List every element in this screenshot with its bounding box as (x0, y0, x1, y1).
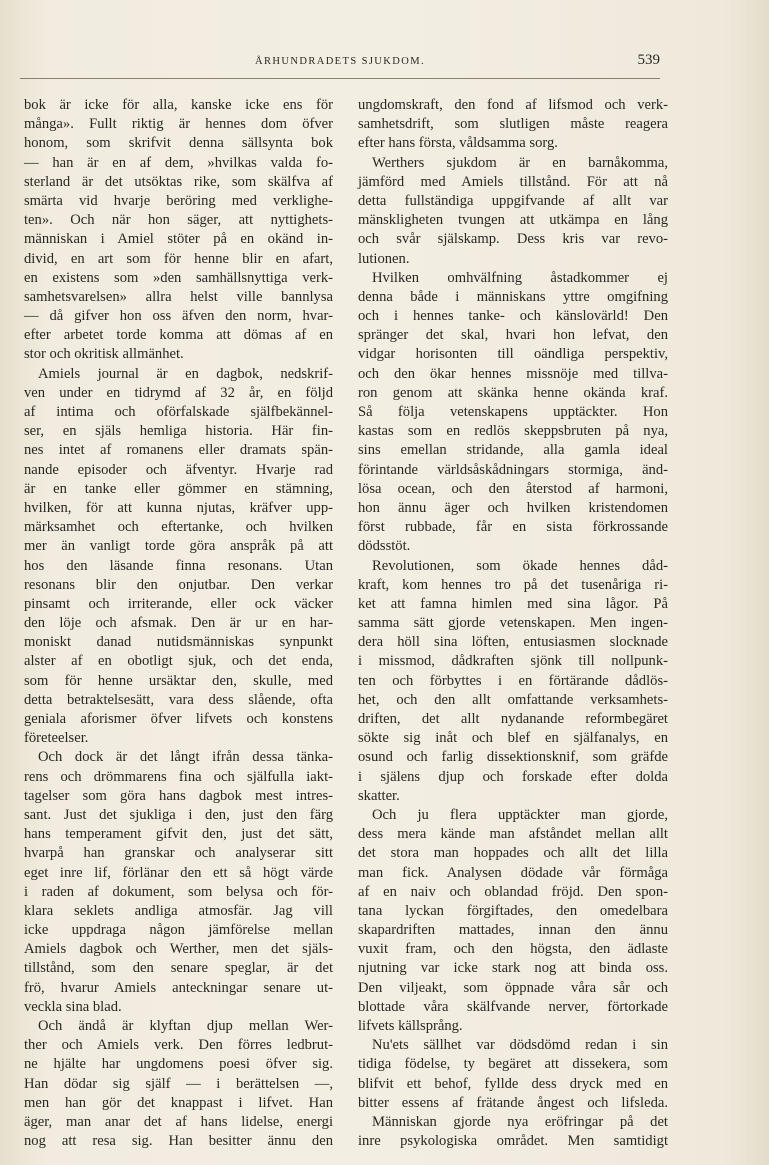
right-column-line: samhetsdrift, som slutligen måste reagera (358, 116, 668, 133)
left-column-line: Och ändå är klyftan djup mellan Wer- (38, 1018, 333, 1034)
left-column-line: smärta vid hvarje beröring med verklighe- (24, 192, 333, 209)
left-column-line: många». Fullt riktig är hennes dom öfver (24, 116, 333, 133)
left-column-line: — han är en af dem, »hvilkas valda fo- (24, 154, 333, 171)
right-column-line: mänskligheten tvungen att utkämpa en lång (358, 212, 668, 229)
left-column-line: ther och Amiels verk. Den förres ledbrut- (24, 1037, 333, 1054)
left-column-line: hvarpå han granskar och analyserar sitt (24, 845, 333, 862)
left-column-line: veckla sina blad. (24, 998, 122, 1015)
right-column-line: lifvets källsprång. (358, 1018, 463, 1034)
left-column-line: efter arbetet torde komma att dömas af en (24, 327, 333, 344)
left-column-line: divid, en art som för henne blir en afart, (24, 250, 333, 267)
right-column-line: Werthers sjukdom är en barnåkomma, (372, 154, 668, 171)
left-column-line: tillstånd, som den senare speglar, är det (24, 960, 333, 977)
right-column-line: ungdomskraft, den fond af lifsmod och verk- (358, 97, 668, 113)
right-column-line: Hvilken omhvälfning åstadkommer ej (372, 269, 668, 286)
left-column-line: en existens som »den samhällsnyttiga verk- (24, 269, 333, 286)
left-column-line: bok är icke för alla, kanske icke ens för (24, 97, 333, 113)
right-column-line: Den viljeakt, som öppnade våra sår och (358, 979, 668, 996)
right-column-line: ron genom att skänka henne okända kraf. (358, 384, 668, 401)
left-column-line: samhetsvarelsen» allra helst ville bannlysa (24, 288, 333, 305)
right-column-line: dera höll sina löften, entusiasmen slocknade (358, 634, 668, 651)
right-column-line: Nu'ets sällhet var dödsdömd redan i sin (372, 1037, 668, 1054)
left-column-line: ten». Och när hon säger, att nyttighets- (24, 212, 333, 229)
right-column-line: Människan gjorde nya eröfringar på det (372, 1113, 668, 1130)
right-column-line: kraft, kom hennes tro på det tusenåriga ri- (358, 576, 668, 593)
right-column-line: och den ökar hennes missnöje med tillva- (358, 365, 668, 382)
left-column-line: Amiels dagbok och Werther, men det själs- (24, 941, 333, 958)
right-column-line: vidgar horisonten till oändliga perspektiv, (358, 346, 668, 363)
left-column-line: honom, som skrifvit denna sällsynta bok (24, 135, 333, 152)
right-column-line: skapardriften mattades, innan den ännu (358, 922, 668, 939)
left-column-line: sant. Just det sjukliga i den, just den färg (24, 806, 333, 823)
left-column-line: alster af en obotligt sjuk, och det enda, (24, 653, 333, 670)
left-column-line: företeelser. (24, 730, 89, 747)
left-column-line: geniala aforismer öfver lifvets och konstens (24, 711, 333, 727)
right-column-line: Och ju flera upptäckter man gjorde, (372, 806, 668, 823)
left-column-line: i raden af dokument, som belysa och för- (24, 883, 333, 900)
right-column-line: jämförd med Amiels tillstånd. För att nå (358, 173, 668, 190)
right-column-line: sökte sig inåt och blef en själfanalys, en (358, 730, 668, 747)
left-column-line: frö, hvarur Amiels anteckningar senare ut- (24, 979, 333, 996)
right-column-line: njutning var icke stark nog att binda oss. (358, 960, 668, 977)
left-column-line: den löje och afsmak. Den är ur en har- (24, 615, 333, 632)
left-column-line: af intima och oförfalskade själfbekännel- (24, 404, 333, 420)
right-column-line: efter hans första, våldsamma sorg. (358, 135, 558, 152)
right-column-line: osund och farlig dissektionsknif, som gräfde (358, 749, 668, 766)
left-column-line: — då gifver hon oss äfven den norm, hvar- (24, 308, 333, 325)
left-column-line: ser, en själs hemliga historia. Här fin- (24, 423, 333, 440)
right-column-line: vuxit fram, och den högsta, den ädlaste (358, 941, 668, 958)
left-column-line: mer än vanligt torde göra anspråk på att (24, 538, 333, 555)
left-column-line: men han gör det knappast i lifvet. Han (24, 1094, 333, 1111)
left-column-line: som för henne ursäktar den, skulle, med (24, 672, 333, 689)
right-column-line: ket att famna himlen med sina lågor. På (358, 595, 668, 612)
left-column-line: resonans blir den onjutbar. Den verkar (24, 576, 333, 593)
left-column-line: märksamhet och eftertanke, och hvilken (24, 519, 333, 536)
right-column-line: kastas som en redlös skeppsbruten på nya, (358, 423, 668, 440)
right-column-line: blifvit ett behof, fyllde dess dryck med en (358, 1075, 668, 1092)
right-column-line: hon ännu äger och hvilken kristendomen (358, 499, 668, 516)
right-column-line: tana lyckan förgiftades, den omedelbara (358, 902, 668, 919)
right-column-line: det stora man hoppades och allt det lilla (358, 845, 668, 862)
right-column-line: sins emellan stridande, alla gamla ideal (358, 442, 668, 459)
left-column-line: Och dock är det långt ifrån dessa tänka- (38, 749, 333, 766)
left-column-line: hans temperament gifvit den, just det sätt, (24, 826, 333, 843)
right-column-line: Så följa vetenskapens upptäckter. Hon (358, 404, 668, 420)
right-column-line: af en naiv och oblandad fröjd. Den spon- (358, 883, 668, 900)
right-column-line: i själens djup och forskade efter dolda (358, 768, 668, 785)
running-title: ÅRHUNDRADETS SJUKDOM. (255, 56, 425, 67)
right-column-line: bitter essens af frätande ångest och lifsleda. (358, 1094, 668, 1111)
left-column-line: klara seklets andliga atmosfär. Jag vill (24, 902, 333, 919)
left-column-line: eget inre lif, förlänar den ett så högt värde (24, 864, 333, 881)
left-column-line: ne hjälte har ungdomens poesi öfver sig. (24, 1056, 333, 1073)
left-column-line: nande episoder och äfventyr. Hvarje rad (24, 461, 333, 478)
left-column-line: tagelser som göra hans dagbok mest intres- (24, 787, 333, 804)
page-number: 539 (637, 52, 660, 68)
right-column-line: detta fullständiga uppgifvande af allt var (358, 192, 668, 209)
right-column-line: först rubbade, får en sista förkrossande (358, 519, 668, 536)
right-column-line: lösa ocean, och den återstod af harmoni, (358, 480, 668, 497)
left-column-line: Amiels journal är en dagbok, nedskrif- (38, 365, 333, 382)
right-column-line: förintande världsåskådningars stormiga, änd- (358, 461, 668, 478)
right-column-line: i missmod, dådkraften sjönk till nollpunk- (358, 653, 668, 670)
left-column-line: icke uppdraga någon jämförelse mellan (24, 922, 333, 939)
left-text-column (24, 96, 333, 1151)
right-column-line: lutionen. (358, 250, 410, 267)
page-header (20, 52, 660, 79)
left-column-line: rens och drömmarens fina och själfulla iakt- (24, 768, 333, 785)
right-column-line: tidiga födelse, ty begäret att dissekera, som (358, 1056, 668, 1073)
left-column-line: detta betraktelsesätt, vara dess slående, ofta (24, 691, 333, 708)
right-column-line: blottade våra skälfvande nerver, förtorkade (358, 998, 668, 1015)
left-column-line: sterland är det utsöktas rike, som skälfva af (24, 173, 333, 190)
left-column-line: hos den läsande finna resonans. Utan (24, 557, 333, 574)
left-column-line: äger, man anar det af hans lidelse, energi (24, 1113, 333, 1130)
left-column-line: pinsamt och irriterande, eller ock väcker (24, 595, 333, 612)
left-column-line: ven under en tidrymd af 32 år, en följd (24, 384, 333, 401)
right-column-line: dess mera kände man afståndet mellan allt (358, 826, 668, 843)
left-column-line: hvilken, för att kunna njutas, kräfver upp- (24, 499, 333, 516)
left-column-line: människan i Amiel stöter på en okänd in- (24, 231, 333, 248)
left-column-line: stor och okritisk allmänhet. (24, 346, 184, 363)
right-column-line: inre psykologiska området. Men samtidigt (358, 1133, 668, 1150)
right-column-line: denna både i människans yttre omgifning (358, 288, 668, 305)
left-column-line: nog att resa sig. Han besitter ännu den (24, 1133, 333, 1150)
right-column-line: och svår själskamp. Dess kris var revo- (358, 231, 668, 248)
right-text-column (358, 96, 668, 1151)
right-column-line: samma sätt gjorde vetenskapen. Men ingen- (358, 615, 668, 632)
right-column-line: man fick. Analysen dödade vår förmåga (358, 864, 668, 881)
right-column-line: het, och den allt omfattande verksamhets- (358, 691, 668, 708)
right-column-line: ten och förbyttes i en förtärande dådlös- (358, 672, 668, 689)
right-column-line: spränger det skal, hvari hon lefvat, den (358, 327, 668, 344)
right-column-line: skatter. (358, 787, 400, 804)
right-column-line: och i hennes tanke- och känslovärld! Den (358, 308, 668, 325)
left-column-line: är en tanke eller gömmer en stämning, (24, 480, 333, 497)
right-column-line: driften, det allt nydanande reformbegäret (358, 711, 668, 727)
left-column-line: Han dödar sig själf — i berättelsen —, (24, 1075, 333, 1092)
left-column-line: moniskt danad nutidsmänniskas synpunkt (24, 634, 333, 651)
right-column-line: Revolutionen, som ökade hennes dåd- (372, 557, 668, 574)
left-column-line: nes intet af romanens eller dramats spän- (24, 442, 333, 459)
right-column-line: dödsstöt. (358, 538, 411, 555)
